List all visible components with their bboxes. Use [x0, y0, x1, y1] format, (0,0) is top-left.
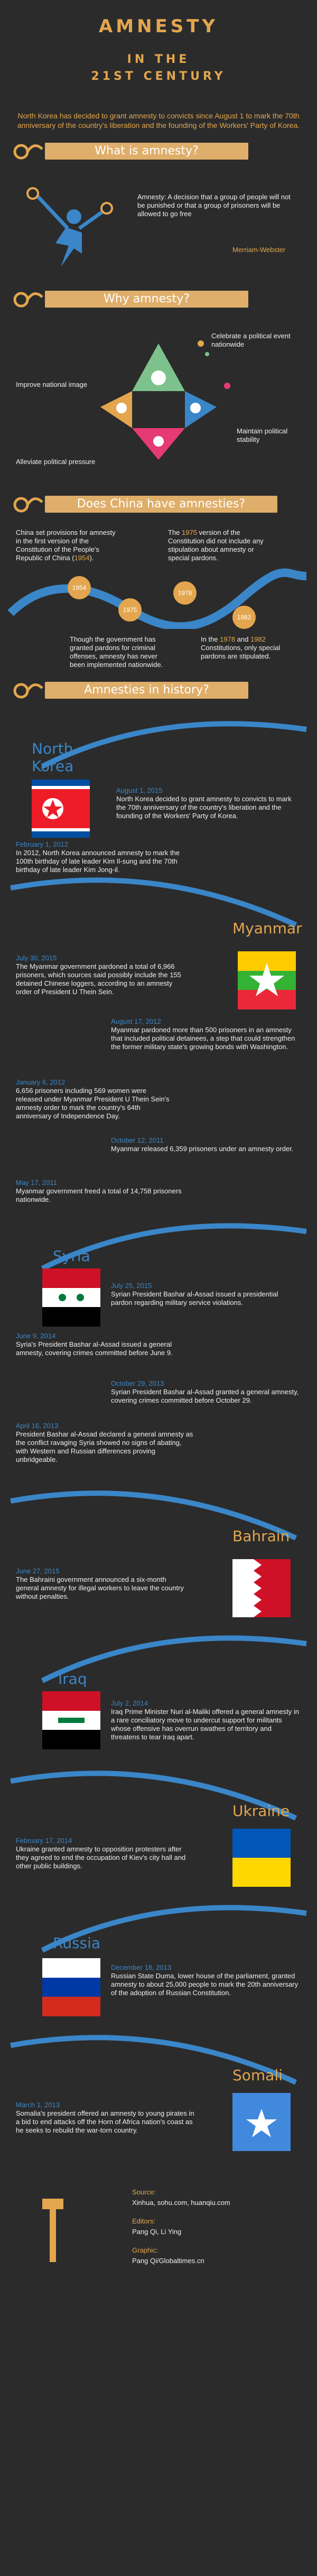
section-bar-china [45, 496, 277, 513]
arc-divider [0, 1623, 317, 1686]
why-celebrate: Celebrate a political event nationwide [211, 332, 291, 348]
credit-editors-label: Editors: [132, 2217, 156, 2225]
bahrain-flag-icon [232, 1559, 291, 1617]
section-bar-what [45, 143, 248, 160]
handcuffs-icon [13, 138, 45, 165]
event-text: 6,656 prisoners including 569 women were released under Myanmar President U Thein Sein's amnesty order to mark the country's 64th anniversary of Independence Day. [16, 1087, 170, 1120]
syria-flag-icon [42, 1268, 100, 1327]
event-text: Syrian President Bashar al-Assad issued a presidential pardon regarding military service violations. [111, 1290, 278, 1306]
china-text-pardons: Though the government has granted pardons for criminal offenses, amnesty has never been implemented nationwide. [70, 635, 163, 669]
country-ukraine: Ukraine [232, 1802, 290, 1820]
credit-editors: Pang Qi, Li Ying [132, 2228, 182, 2236]
handcuffs-icon [13, 492, 45, 518]
country-syria: Syria [53, 1247, 90, 1265]
section-bar-history [45, 682, 248, 699]
why-image: Improve national image [16, 381, 88, 388]
country-north-korea: North Korea [32, 740, 74, 775]
event-date: April 16, 2013 [16, 1422, 59, 1430]
section-title-what: What is amnesty? [95, 144, 199, 157]
credit-source-label: Source: [132, 2188, 156, 2196]
event-text: North Korea decided to grant amnesty to convicts to mark the 70th anniversary of the country's liberation and the founding of the Workers' Party of Korea. [116, 795, 292, 820]
handcuffs-icon [13, 286, 45, 313]
china-year-1954: 1954 [68, 576, 91, 599]
arc-divider [0, 1892, 317, 1956]
china-year-1978: 1978 [173, 581, 197, 605]
why-stability: Maintain political stability [237, 427, 288, 443]
arc-divider [0, 1210, 317, 1274]
event-date: May 17, 2011 [16, 1179, 57, 1187]
event-date: July 25, 2015 [111, 1282, 152, 1290]
iraq-flag-icon [42, 1691, 100, 1749]
event-date: August 17, 2012 [111, 1017, 161, 1025]
event-date: December 18, 2013 [111, 1963, 172, 1971]
china-text-1975: The 1975 version of the Constitution did not include any stipulation about amnesty or special pardons. [168, 529, 264, 562]
china-text-1978-1982: In the 1978 and 1982 Constitutions, only special pardons are stipulated. [201, 635, 281, 660]
country-somali: Somali [232, 2067, 283, 2084]
event-text: Somalia's president offered an amnesty to young pirates in a bid to end attacks off the Horn of Africa nation's coast as he seeks to rebuild the war-torn country. [16, 2109, 194, 2134]
ukraine-flag-icon [232, 1829, 291, 1887]
somalia-flag-icon [232, 2093, 291, 2151]
event-date: June 27, 2015 [16, 1567, 60, 1575]
event-text: Iraq Prime Minister Nuri al-Maliki offered a general amnesty in a rare conciliatory move to undercut support for militants whose offensive has overrun swathes of territory and threatens to tear Iraq apart. [111, 1708, 299, 1741]
section-title-china: Does China have amnesties? [77, 497, 246, 511]
china-year-1982: 1982 [232, 606, 256, 629]
event-date: February 17, 2014 [16, 1837, 72, 1845]
event-text: Ukraine granted amnesty to opposition protesters after they agreed to end the occupation of Kiev's city hall and other public buildings. [16, 1845, 186, 1870]
credit-graphic: Pang Qi/Globaltimes.cn [132, 2257, 204, 2265]
definition-text: Amnesty: A decision that a group of people will not be punished or that a group of prisoners will be allowed to go free [137, 193, 291, 218]
event-text: In 2012, North Korea announced amnesty to mark the 100th birthday of late leader Kim Il-sung and the 70th birthday of late leader Kim Jong-il. [16, 849, 180, 874]
event-text: Syrian President Bashar al-Assad granted a general amnesty, covering crimes committed before October 29. [111, 1388, 299, 1404]
event-text: The Bahraini government announced a six-month general amnesty for illegal workers to leave the country without penalties. [16, 1576, 184, 1600]
event-date: January 6, 2012 [16, 1078, 66, 1086]
definition-source: Merriam-Webster [232, 246, 286, 254]
section-title-why: Why amnesty? [104, 292, 190, 305]
china-year-1975: 1975 [118, 598, 142, 622]
intro-text: North Korea has decided to grant amnesty to convicts since August 1 to mark the 70th anniversary of the country's liberation and the founding of the Workers' Party of Korea. [17, 112, 300, 129]
event-date: July 2, 2014 [111, 1699, 148, 1707]
event-date: February 1, 2012 [16, 840, 69, 848]
china-timeline [0, 566, 317, 629]
event-date: July 30, 2015 [16, 954, 57, 962]
event-text: President Bashar al-Assad declared a general amnesty as the conflict ravaging Syria showed no signs of abating, with Western and Russian differences proving unbridgeable. [16, 1430, 193, 1463]
north-korea-flag-icon [32, 780, 90, 838]
title-century: 21ST CENTURY [91, 70, 226, 83]
credit-graphic-label: Graphic: [132, 2246, 158, 2254]
event-date: March 1, 2013 [16, 2101, 60, 2109]
why-pressure: Alleviate political pressure [16, 458, 96, 466]
section-title-history: Amnesties in history? [84, 683, 209, 697]
title-amnesty: AMNESTY [98, 16, 219, 37]
country-bahrain: Bahrain [232, 1527, 290, 1545]
credit-source: Xinhua, sohu.com, huanqiu.com [132, 2199, 230, 2207]
event-date: October 12, 2011 [111, 1136, 164, 1144]
section-bar-why [45, 291, 248, 308]
country-iraq: Iraq [58, 1670, 87, 1688]
freed-person-icon [16, 180, 122, 270]
event-text: Myanmar released 6,359 prisoners under an amnesty order. [111, 1145, 294, 1153]
event-text: Syria's President Bashar al-Assad issued a general amnesty, covering crimes committed before June 9. [16, 1340, 173, 1357]
event-date: August 1, 2015 [116, 786, 163, 794]
event-text: Russian State Duma, lower house of the parliament, granted amnesty to about 25,000 people to mark the 20th anniversary of the adoption of Russian Constitution. [111, 1972, 299, 1997]
myanmar-flag-icon [238, 951, 296, 1009]
country-myanmar: Myanmar [232, 920, 302, 937]
title-in-the: IN THE [127, 53, 190, 66]
footer [0, 2177, 317, 2576]
russia-flag-icon [42, 1958, 100, 2016]
event-text: The Myanmar government pardoned a total of 6,966 prisoners, which sources said possibly include the 155 detained Chinese loggers, according to an amnesty order of President U Thein Sein. [16, 962, 181, 996]
gavel-icon [16, 2188, 79, 2273]
china-text-1954: China set provisions for amnesty in the first version of the Constitution of the People's Republic of China (1954). [16, 529, 116, 562]
event-text: Myanmar government freed a total of 14,758 prisoners nationwide. [16, 1187, 182, 1203]
handcuffs-icon [13, 678, 45, 704]
event-date: June 9, 2014 [16, 1332, 56, 1340]
event-text: Myanmar pardoned more than 500 prisoners in an amnesty that included political detainees, a step that could strengthen the former military state's growing bonds with Washington. [111, 1026, 295, 1051]
event-date: October 29, 2013 [111, 1379, 164, 1387]
country-russia: Russia [53, 1934, 101, 1952]
